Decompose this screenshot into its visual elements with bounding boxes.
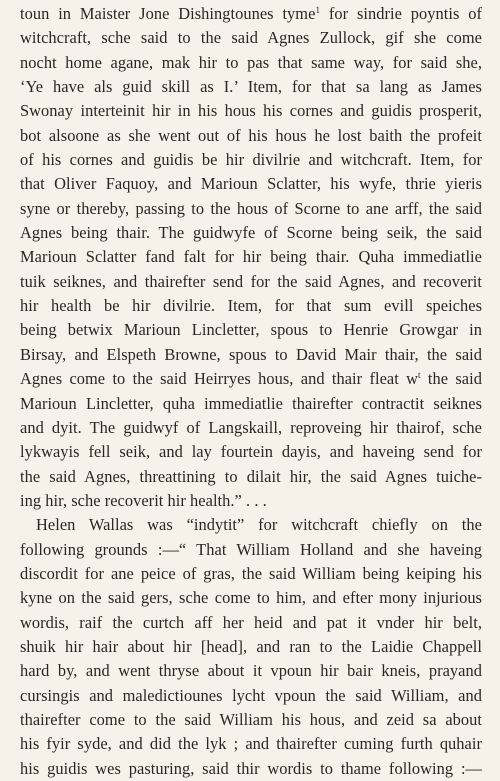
text-line: Agnes being thair. The guidwyfe of Scorne being seik, the said bbox=[20, 223, 482, 243]
superscript: t bbox=[418, 370, 421, 381]
text-line: syne or thereby, passing to the hous of Scorne to ane arff, the said bbox=[20, 198, 482, 218]
text-line: Marioun Lincletter, quha immediatlie thairefter contractit seiknes bbox=[20, 393, 482, 413]
text-line: kyne on the said gers, sche come to him, and efter mony injurious bbox=[20, 588, 482, 608]
text-line: and dyit. The guidwyf of Langskaill, reproveing hir thairof, sche bbox=[20, 417, 482, 437]
text-line: Swonay interteinit hir in his hous his cornes and guidis prosperit, bbox=[20, 101, 482, 121]
text-line: that Oliver Faquoy, and Marioun Sclatter, his wyfe, thrie yieris bbox=[20, 174, 482, 194]
text-line: the said Agnes, threattining to dilait hir, the said Agnes tuiche- bbox=[20, 466, 482, 486]
text-line: being betwix Marioun Lincletter, spous to Henrie Growgar in bbox=[20, 320, 482, 340]
text-line: tuik seiknes, and thairefter send for the said Agnes, and recoverit bbox=[20, 271, 482, 291]
text-line: discordit for ane peice of gras, the said William being keiping his bbox=[20, 563, 482, 583]
text-line: cursingis and maledictiounes lycht vpoun the said William, and bbox=[20, 685, 482, 705]
text-line: thairefter come to the said William his hous, and zeid sa about bbox=[20, 709, 482, 729]
text-line: Marioun Sclatter fand falt for hir being thair. Quha immediatlie bbox=[20, 247, 482, 267]
text-line: lykwayis fell seik, and lay fourtein dayis, and haveing send for bbox=[20, 442, 482, 462]
text-line: shuik hir hair about hir [head], and ran to the Laidie Chappell bbox=[20, 636, 482, 656]
text-line: Birsay, and Elspeth Browne, spous to David Mair thair, the said bbox=[20, 344, 482, 364]
text-line: hir health be hir divilrie. Item, for that sum evill speiches bbox=[20, 296, 482, 316]
text-line: nocht home agane, mak hir to pas that same way, for said she, bbox=[20, 52, 482, 72]
text-line: his fyir syde, and did the lyk ; and thairefter cuming furth quhair bbox=[20, 734, 482, 754]
text-line: Agnes come to the said Heirryes hous, and thair fleat $w^t$ the said bbox=[20, 369, 482, 389]
text-line: ing hir, sche recoverit hir health.” . . . bbox=[20, 490, 267, 510]
text-line: hard by, and went thryse about it vpoun hir bair kneis, prayand bbox=[20, 661, 482, 681]
text-line: his guidis wes pasturing, said thir wordis to thame following :— bbox=[20, 758, 482, 778]
text-line: witchcraft, sche said to the said Agnes Zullock, gif she come bbox=[20, 28, 482, 48]
text-line: of his cornes and guidis be hir divilrie and witchcraft. Item, for bbox=[20, 150, 482, 170]
text-line: Helen Wallas was “indytit” for witchcraft chiefly on the bbox=[36, 515, 482, 535]
text-line: toun in Maister Jone Dishingtounes tyme$^1$ for sindrie poyntis of bbox=[20, 4, 482, 23]
superscript: 1 bbox=[315, 5, 320, 15]
text-line: following grounds :—“ That William Holland and she haveing bbox=[20, 539, 482, 559]
text-line: wordis, raif the curtch aff her heid and pat it vnder hir belt, bbox=[20, 612, 482, 632]
text-line: ‘Ye have als guid skill as I.’ Item, for that sa lang as James bbox=[20, 77, 482, 97]
text-line: bot alsoone as she went out of his hous he lost baith the profeit bbox=[20, 125, 482, 145]
